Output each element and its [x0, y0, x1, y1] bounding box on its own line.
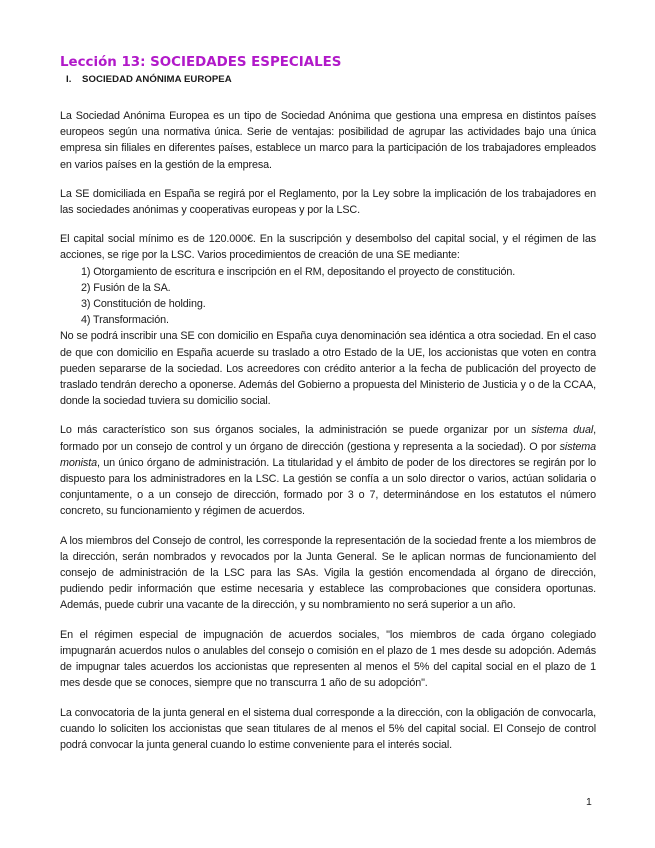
page-number: 1	[586, 796, 592, 808]
paragraph-convocation: La convocatoria de la junta general en el sistema dual corresponde a la dirección, con la obligación de convocarla, cuando lo soliciten los accionistas que sean titulares de al menos el 5% del capital social. El Consejo de control podrá convocar la junta general cuando lo estime conveniente para el interés social.	[60, 706, 596, 751]
section-title: SOCIEDAD ANÓNIMA EUROPEA	[82, 74, 232, 85]
section-number: I.	[66, 74, 72, 85]
term-sistema-monista: sistema monista	[60, 440, 596, 469]
text-run: , un único órgano de administración. La titularidad y el ámbito de poder de los directores se regirán por lo dispuesto para los administradores en la LSC. La gestión se confía a un solo director o varios, actúan solidaria o conjuntamente, o a un consejo de dirección, formado por 3 o 7, determinándose en los estatutos el número concreto, su funcionamiento y régimen de acuerdos.	[60, 456, 596, 518]
paragraph-domicile: La SE domiciliada en España se regirá por el Reglamento, por la Ley sobre la implicación de los trabajadores en las sociedades anónimas y cooperativas europeas y por la LSC.	[60, 187, 596, 217]
term-sistema-dual: sistema dual	[531, 424, 594, 437]
paragraph-challenge: En el régimen especial de impugnación de acuerdos sociales, "los miembros de cada órgano colegiado impugnarán acuerdos nulos o anulables del consejo o comisión en el plazo de 1 mes desde su adopción. Además de impugnar tales acuerdos los accionistas que representen al menos el 5% del capital social en el plazo de 1 mes desde que se conoces, siempre que no transcurra 1 año de su adopción".	[60, 628, 596, 690]
text-run: , formado por un consejo de control y un órgano de dirección (gestiona y representa a la sociedad). O por	[60, 424, 596, 453]
section-heading	[66, 73, 596, 87]
list-item: 1) Otorgamiento de escritura e inscripción en el RM, depositando el proyecto de constitución.	[81, 265, 516, 278]
document-page	[60, 54, 596, 753]
paragraph-registration: No se podrá inscribir una SE con domicilio en España cuya denominación sea idéntica a otra sociedad. En el caso de que con domicilio en España acuerde su traslado a otro Estado de la UE, los accionistas que voten en contra pueden separarse de la sociedad. Los acreedores con crédito anterior a la fecha de publicación del proyecto de traslado tendrán derecho a oponerse. Además del Gobierno a propuesta del Ministerio de Justicia y o de la CCAA, donde la sociedad tuviera su domicilio social.	[60, 330, 596, 408]
lesson-title: Lección 13: SOCIEDADES ESPECIALES	[60, 55, 342, 70]
text-run: Lo más característico son sus órganos sociales, la administración se puede organizar por un	[60, 424, 532, 437]
paragraph-control-council: A los miembros del Consejo de control, les corresponde la representación de la sociedad frente a los miembros de la dirección, serán nombrados y revocados por la Junta General. Se le aplican normas de funcionamiento del consejo de administración de la LSC para las SAs. Vigila la gestión encomendada al órgano de dirección, pudiendo pedir información que estime necesaria y establece las comprobaciones que considera oportunas. Además, puede cubrir una vacante de la dirección, y su nombramiento no será superior a un año.	[60, 534, 596, 612]
paragraph-organs	[60, 422, 596, 519]
list-item: 4) Transformación.	[81, 314, 169, 327]
paragraph-intro: La Sociedad Anónima Europea es un tipo de Sociedad Anónima que gestiona una empresa en distintos países europeos según una normativa única. Serie de ventajas: posibilidad de agrupar las actividades bajo una única empresa sin filiales en diferentes países, establece un marco para la participación de los trabajadores empleados en varios países en la gestión de la empresa.	[60, 110, 596, 171]
list-item: 3) Constitución de holding.	[81, 298, 206, 311]
paragraph-capital: El capital social mínimo es de 120.000€. En la suscripción y desembolso del capital social, y el régimen de las acciones, se rige por la LSC. Varios procedimientos de creación de una SE mediante:	[60, 233, 596, 262]
list-item: 2) Fusión de la SA.	[81, 281, 171, 294]
